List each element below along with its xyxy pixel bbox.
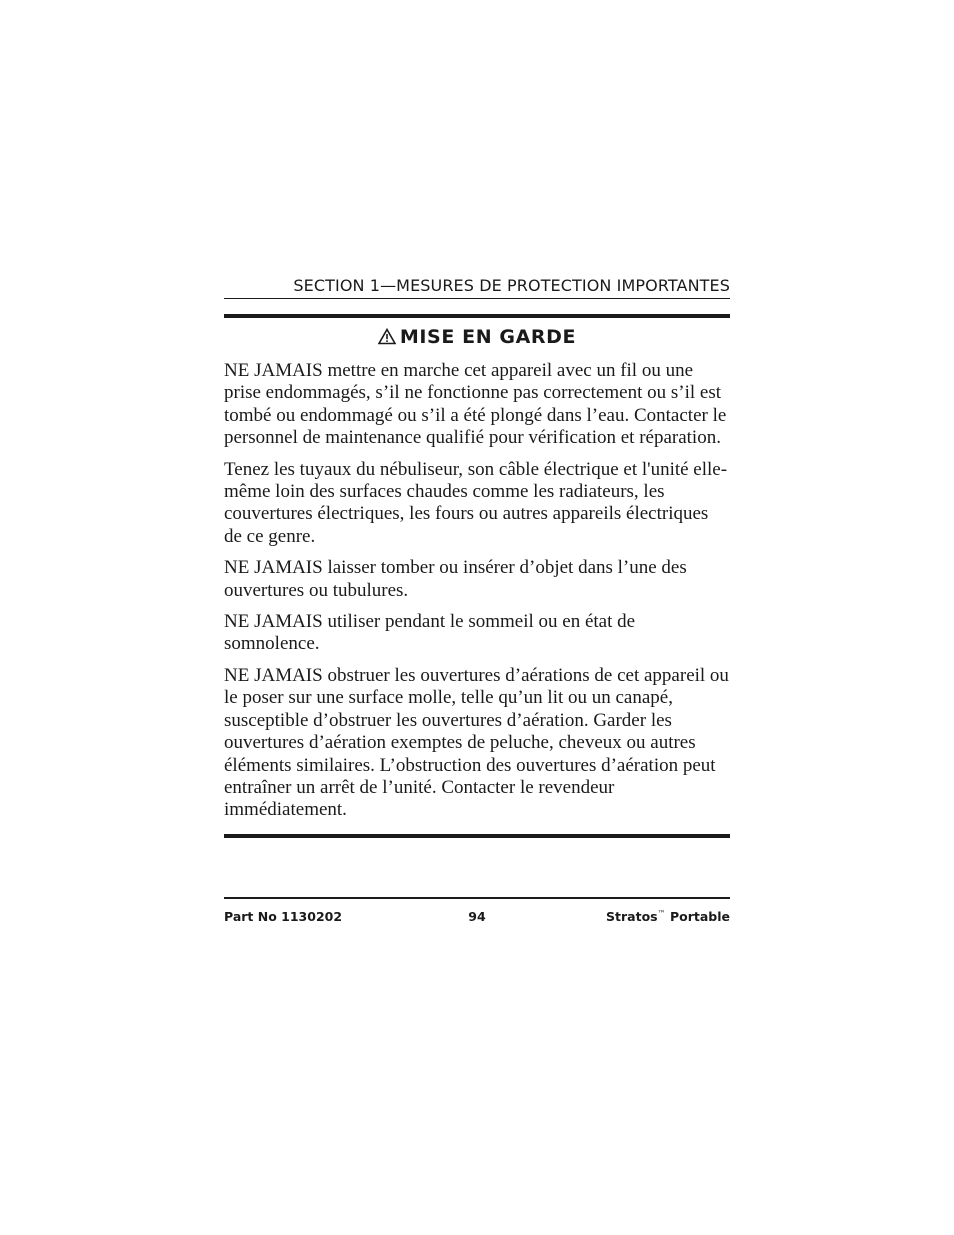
document-page bbox=[224, 275, 730, 838]
warning-paragraph: NE JAMAIS mettre en marche cet appareil avec un fil ou une prise endommagés, s’il ne fonctionne pas correctement ou s’il est tombé ou endommagé ou s’il a été plongé dans l’eau. Contacter le personnel de maintenance qualifié pour vérification et réparation. bbox=[224, 360, 727, 449]
page-footer bbox=[224, 897, 730, 928]
section-header: SECTION 1—MESURES DE PROTECTION IMPORTANTES bbox=[224, 275, 730, 299]
product-suffix: Portable bbox=[665, 909, 730, 925]
warning-top-rule bbox=[224, 314, 730, 318]
part-number: Part No 1130202 bbox=[224, 909, 343, 924]
warning-heading bbox=[224, 324, 730, 352]
trademark-symbol: ™ bbox=[657, 909, 666, 918]
warning-title: MISE EN GARDE bbox=[399, 326, 577, 348]
warning-paragraph: NE JAMAIS obstruer les ouvertures d’aérations de cet appareil ou le poser sur une surface molle, telle qu’un lit ou un canapé, susceptible d’obstruer les ouvertures d’aération. Garder les ouvertures d’aération exemptes de peluche, cheveux ou autres éléments similaires. L’obstruction des ouvertures d’aération peut entraîner un arrêt de l’unité. Contacter le revendeur immédiatement. bbox=[224, 664, 729, 821]
warning-paragraph: NE JAMAIS laisser tomber ou insérer d’objet dans l’une des ouvertures ou tubulures. bbox=[224, 557, 687, 601]
warning-triangle-icon bbox=[378, 326, 396, 352]
warning-paragraph: Tenez les tuyaux du nébuliseur, son câble électrique et l'unité elle-même loin des surfaces chaudes comme les radiateurs, les couvertures électriques, les fours ou autres appareils électriques de ce genre. bbox=[224, 458, 728, 547]
product-name bbox=[606, 909, 730, 924]
warning-bottom-rule bbox=[224, 834, 730, 838]
page-number: 94 bbox=[468, 909, 486, 924]
product-name-text: Stratos bbox=[606, 909, 658, 925]
warning-paragraph: NE JAMAIS utiliser pendant le sommeil ou en état de somnolence. bbox=[224, 611, 636, 655]
